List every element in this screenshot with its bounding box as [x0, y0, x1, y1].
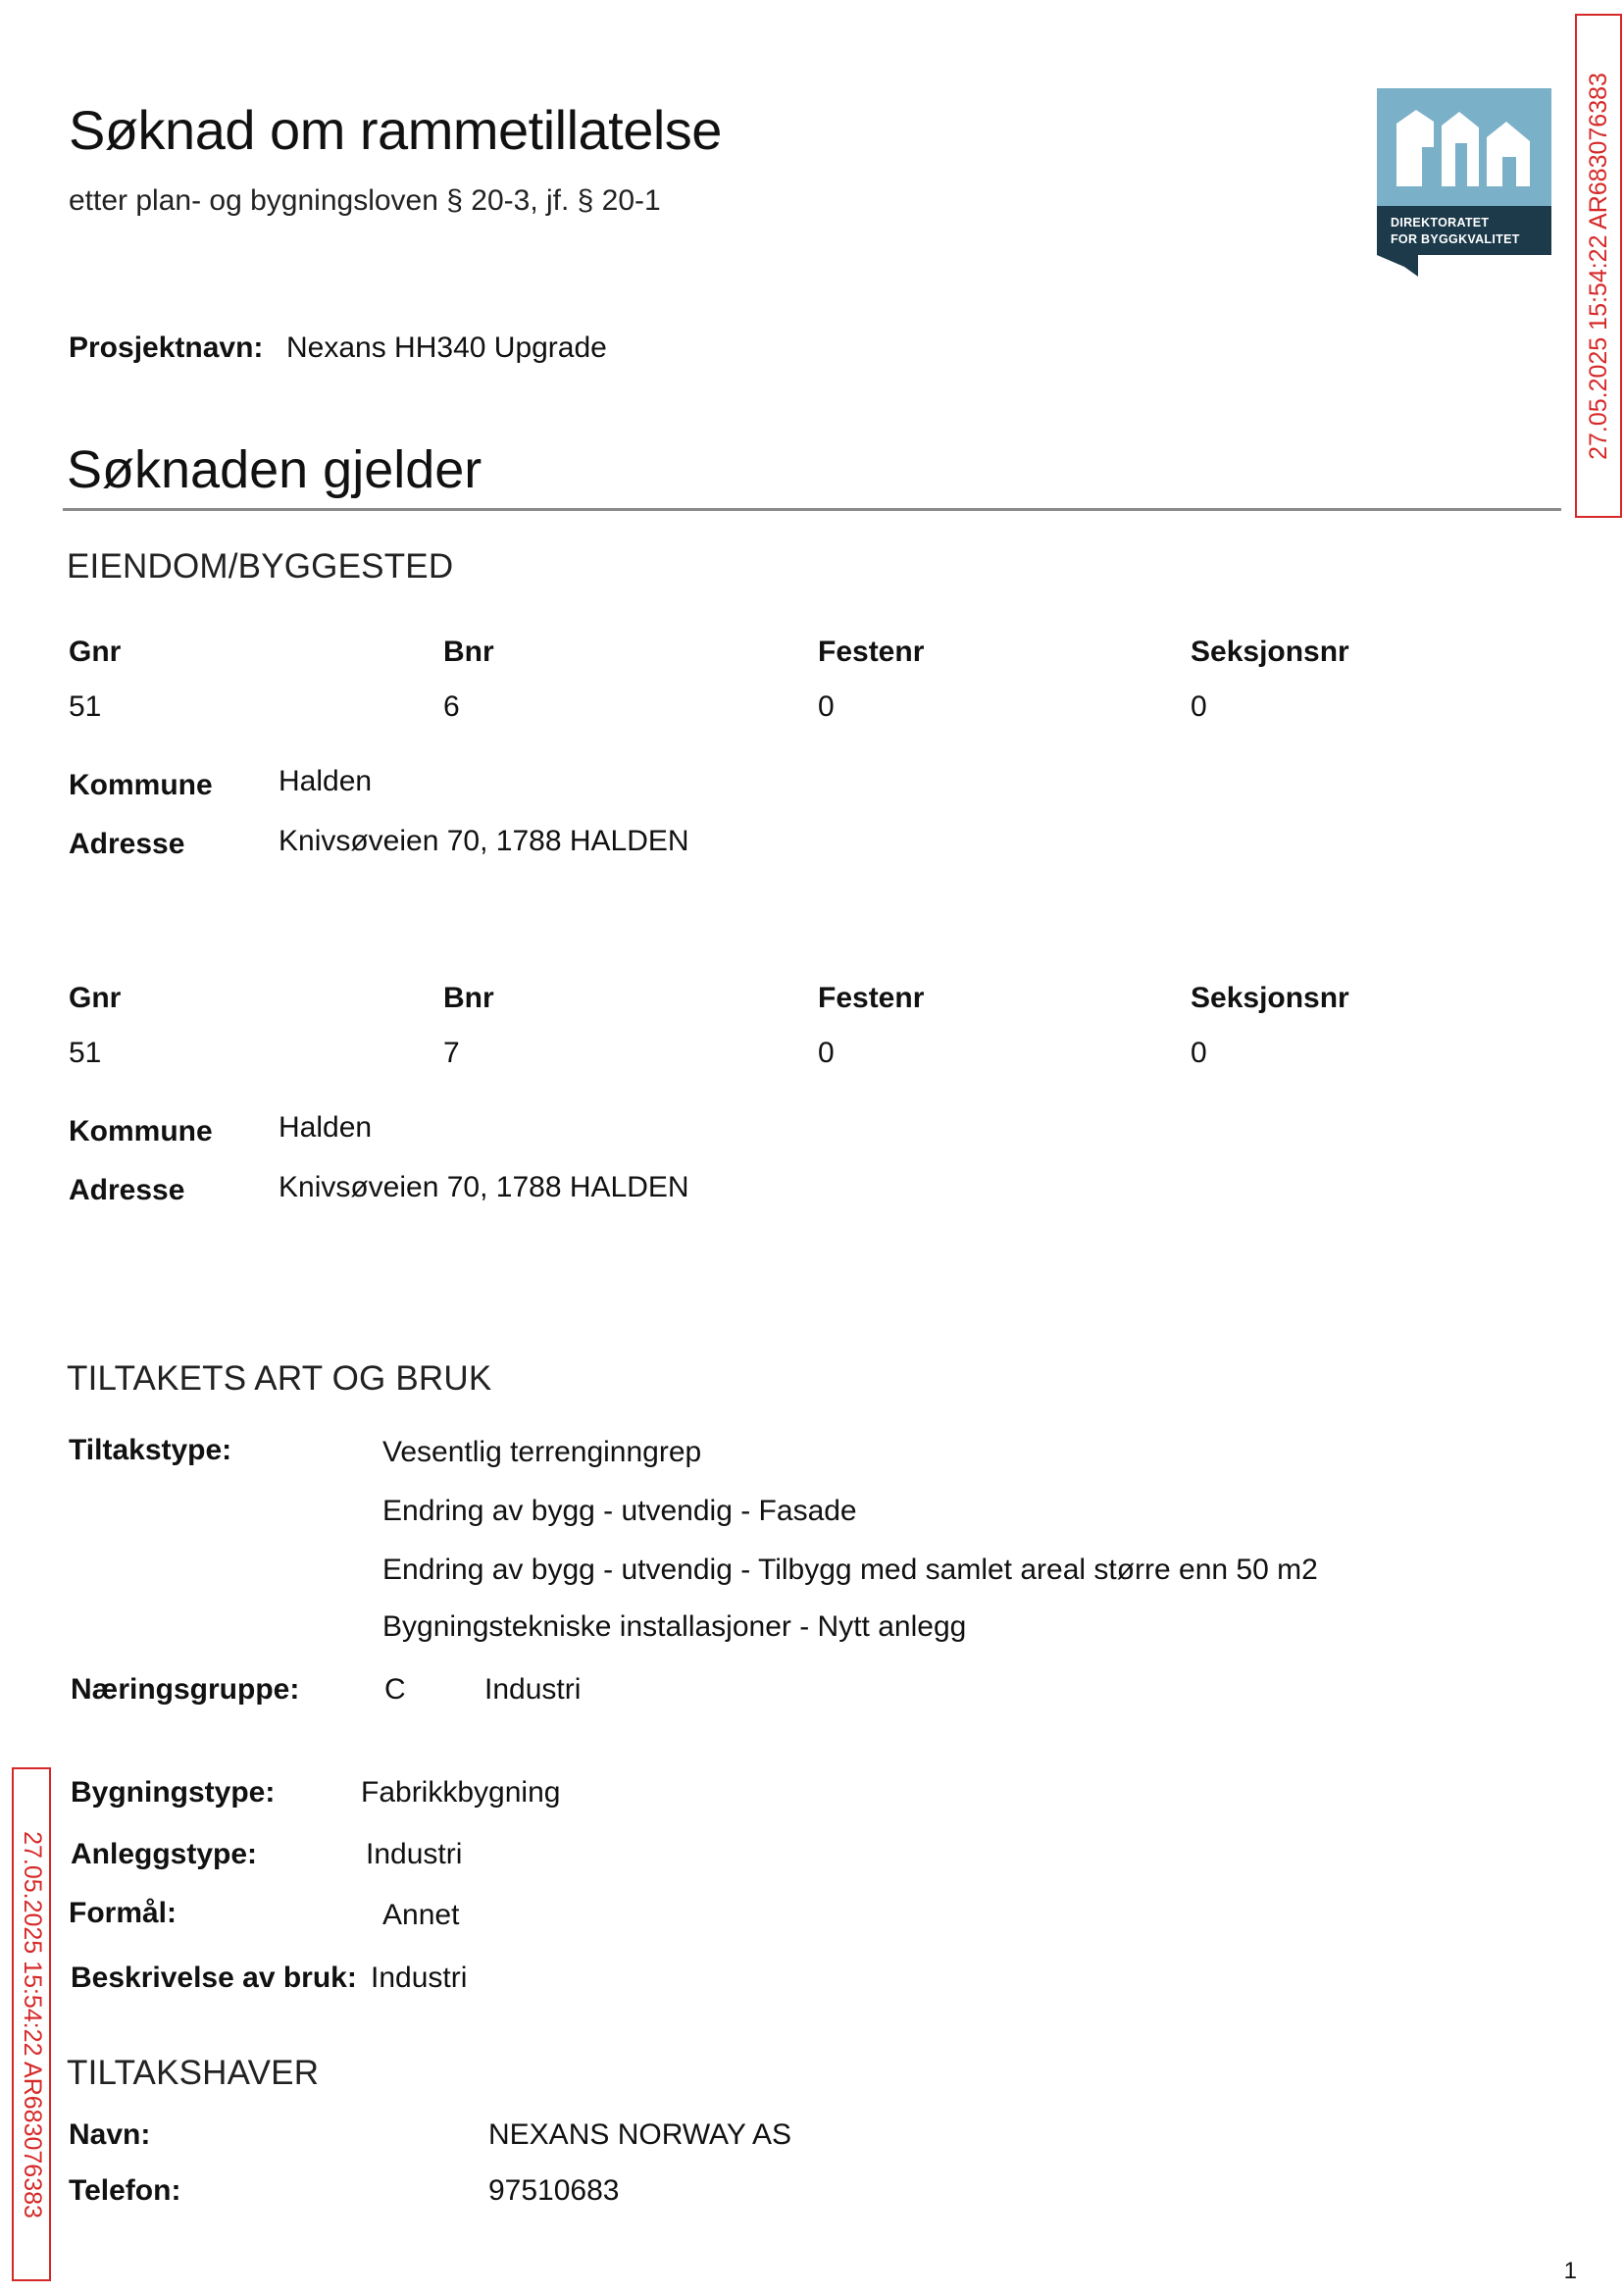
- timestamp-stamp-top: [1575, 14, 1622, 518]
- seksjonsnr-label: Seksjonsnr: [1191, 636, 1349, 668]
- kommune-value: Halden: [279, 1111, 373, 1144]
- telefon-label: Telefon:: [69, 2174, 181, 2207]
- festenr-value: 0: [818, 1037, 835, 1069]
- formal-value: Annet: [382, 1899, 460, 1931]
- timestamp-stamp-bottom: [12, 1767, 51, 2281]
- navn-label: Navn:: [69, 2118, 151, 2151]
- adresse-label: Adresse: [69, 828, 185, 860]
- gnr-value: 51: [69, 1037, 102, 1069]
- festenr-label: Festenr: [818, 982, 925, 1014]
- gnr-value: 51: [69, 690, 102, 723]
- tiltakstype-item: Bygningstekniske installasjoner - Nytt anlegg: [382, 1610, 967, 1643]
- naeringsgruppe-name: Industri: [484, 1673, 582, 1706]
- section-title-property: EIENDOM/BYGGESTED: [67, 547, 454, 586]
- tiltakstype-item: Endring av bygg - utvendig - Tilbygg med samlet areal større enn 50 m2: [382, 1554, 1318, 1586]
- festenr-label: Festenr: [818, 636, 925, 668]
- adresse-label: Adresse: [69, 1174, 185, 1206]
- section-title-measure: TILTAKETS ART OG BRUK: [67, 1359, 492, 1398]
- bnr-label: Bnr: [443, 982, 494, 1014]
- gnr-label: Gnr: [69, 982, 122, 1014]
- bygningstype-label: Bygningstype:: [71, 1776, 276, 1809]
- tiltakstype-label: Tiltakstype:: [69, 1434, 232, 1466]
- adresse-value: Knivsøveien 70, 1788 HALDEN: [279, 825, 689, 857]
- bnr-value: 6: [443, 690, 460, 723]
- kommune-label: Kommune: [69, 1115, 213, 1147]
- section-title-owner: TILTAKSHAVER: [67, 2054, 320, 2092]
- beskrivelse-value: Industri: [371, 1962, 468, 1994]
- naeringsgruppe-code: C: [384, 1673, 406, 1706]
- document-subtitle: etter plan- og bygningsloven § 20-3, jf. § 20-1: [69, 184, 661, 217]
- project-name-value: Nexans HH340 Upgrade: [286, 331, 607, 364]
- tiltakstype-item: Endring av bygg - utvendig - Fasade: [382, 1495, 857, 1527]
- page-number: 1: [1563, 2258, 1577, 2284]
- heading-divider: [63, 508, 1561, 511]
- project-name-label: Prosjektnavn:: [69, 331, 264, 364]
- adresse-value: Knivsøveien 70, 1788 HALDEN: [279, 1171, 689, 1203]
- beskrivelse-label: Beskrivelse av bruk:: [71, 1962, 357, 1994]
- timestamp-stamp-bottom-text: 27.05.2025 15:54:22 AR683076383: [18, 1830, 46, 2218]
- seksjonsnr-label: Seksjonsnr: [1191, 982, 1349, 1014]
- logo-text-line1: DIREKTORATET: [1391, 216, 1490, 229]
- gnr-label: Gnr: [69, 636, 122, 668]
- application-heading: Søknaden gjelder: [67, 440, 482, 499]
- logo-text-line2: FOR BYGGKVALITET: [1391, 232, 1520, 246]
- festenr-value: 0: [818, 690, 835, 723]
- document-title: Søknad om rammetillatelse: [69, 99, 722, 161]
- anleggstype-value: Industri: [366, 1838, 463, 1870]
- seksjonsnr-value: 0: [1191, 1037, 1207, 1069]
- anleggstype-label: Anleggstype:: [71, 1838, 258, 1870]
- bygningstype-value: Fabrikkbygning: [361, 1776, 561, 1809]
- naeringsgruppe-label: Næringsgruppe:: [71, 1673, 300, 1706]
- timestamp-stamp-top-text: 27.05.2025 15:54:22 AR683076383: [1584, 72, 1612, 460]
- navn-value: NEXANS NORWAY AS: [488, 2118, 791, 2151]
- kommune-label: Kommune: [69, 769, 213, 801]
- kommune-value: Halden: [279, 765, 373, 797]
- telefon-value: 97510683: [488, 2174, 620, 2207]
- bnr-label: Bnr: [443, 636, 494, 668]
- tiltakstype-item: Vesentlig terrenginngrep: [382, 1436, 702, 1468]
- formal-label: Formål:: [69, 1897, 178, 1929]
- seksjonsnr-value: 0: [1191, 690, 1207, 723]
- bnr-value: 7: [443, 1037, 460, 1069]
- dibk-logo: [1377, 88, 1551, 277]
